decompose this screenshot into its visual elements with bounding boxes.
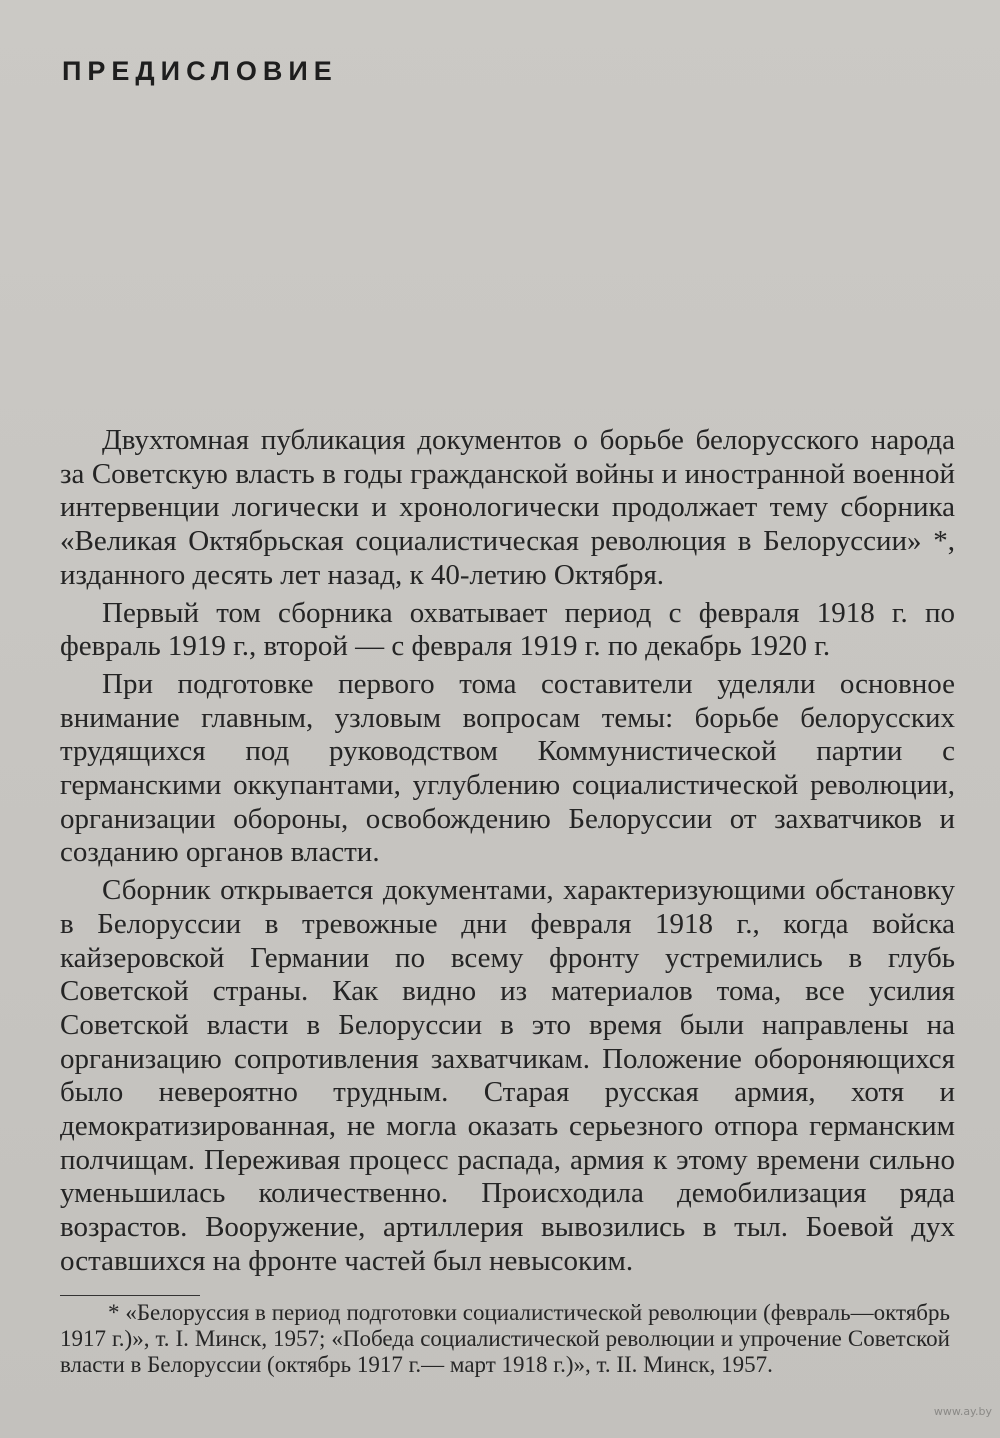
paragraph-1: Двухтомная публикация документов о борьбе белорусского народа за Советскую власть в годы гражданской войны и иностранной военной интервенции логически и хронологически продолжает тему сборника «Великая Октябрьская социалистическая революция в Белоруссии» *, изданного десять лет назад, к 40-летию Октября.: [60, 424, 955, 591]
footnote-divider: [60, 1295, 200, 1296]
paragraph-4: Сборник открывается документами, характеризующими обстановку в Белоруссии в тревожные дни февраля 1918 г., когда войска кайзеровской Германии по всему фронту устремились в глубь Советской страны. Как видно из материалов тома, все усилия Советской власти в Белоруссии в это время были направлены на организацию сопротивления захватчикам. Положение обороняющихся было невероятно трудным. Старая русская армия, хотя и демократизированная, не могла оказать серьезного отпора германским полчищам. Переживая процесс распада, армия к этому времени сильно уменьшилась количественно. Происходила демобилизация ряда возрастов. Вооружение, артиллерия вывозились в тыл. Боевой дух оставшихся на фронте частей был невысоким.: [60, 874, 955, 1277]
paragraph-3: При подготовке первого тома составители уделяли основное внимание главным, узловым вопросам темы: борьбе белорусских трудящихся под руководством Коммунистической партии с германскими оккупантами, углублению социалистической революции, организации обороны, освобождению Белоруссии от захватчиков и созданию органов власти.: [60, 667, 955, 869]
paragraph-2: Первый том сборника охватывает период с февраля 1918 г. по февраль 1919 г., второй — с февраля 1919 г. по декабрь 1920 г.: [60, 596, 955, 663]
main-text: [60, 424, 955, 1283]
footnote: * «Белоруссия в период подготовки социалистической революции (февраль—октябрь 1917 г.)», т. I. Минск, 1957; «Победа социалистической революции и упрочение Советской власти в Белоруссии (октябрь 1917 г.— март 1918 г.)», т. II. Минск, 1957.: [60, 1300, 950, 1377]
watermark: www.ay.by: [933, 1405, 992, 1418]
page-title: ПРЕДИСЛОВИЕ: [62, 56, 338, 86]
